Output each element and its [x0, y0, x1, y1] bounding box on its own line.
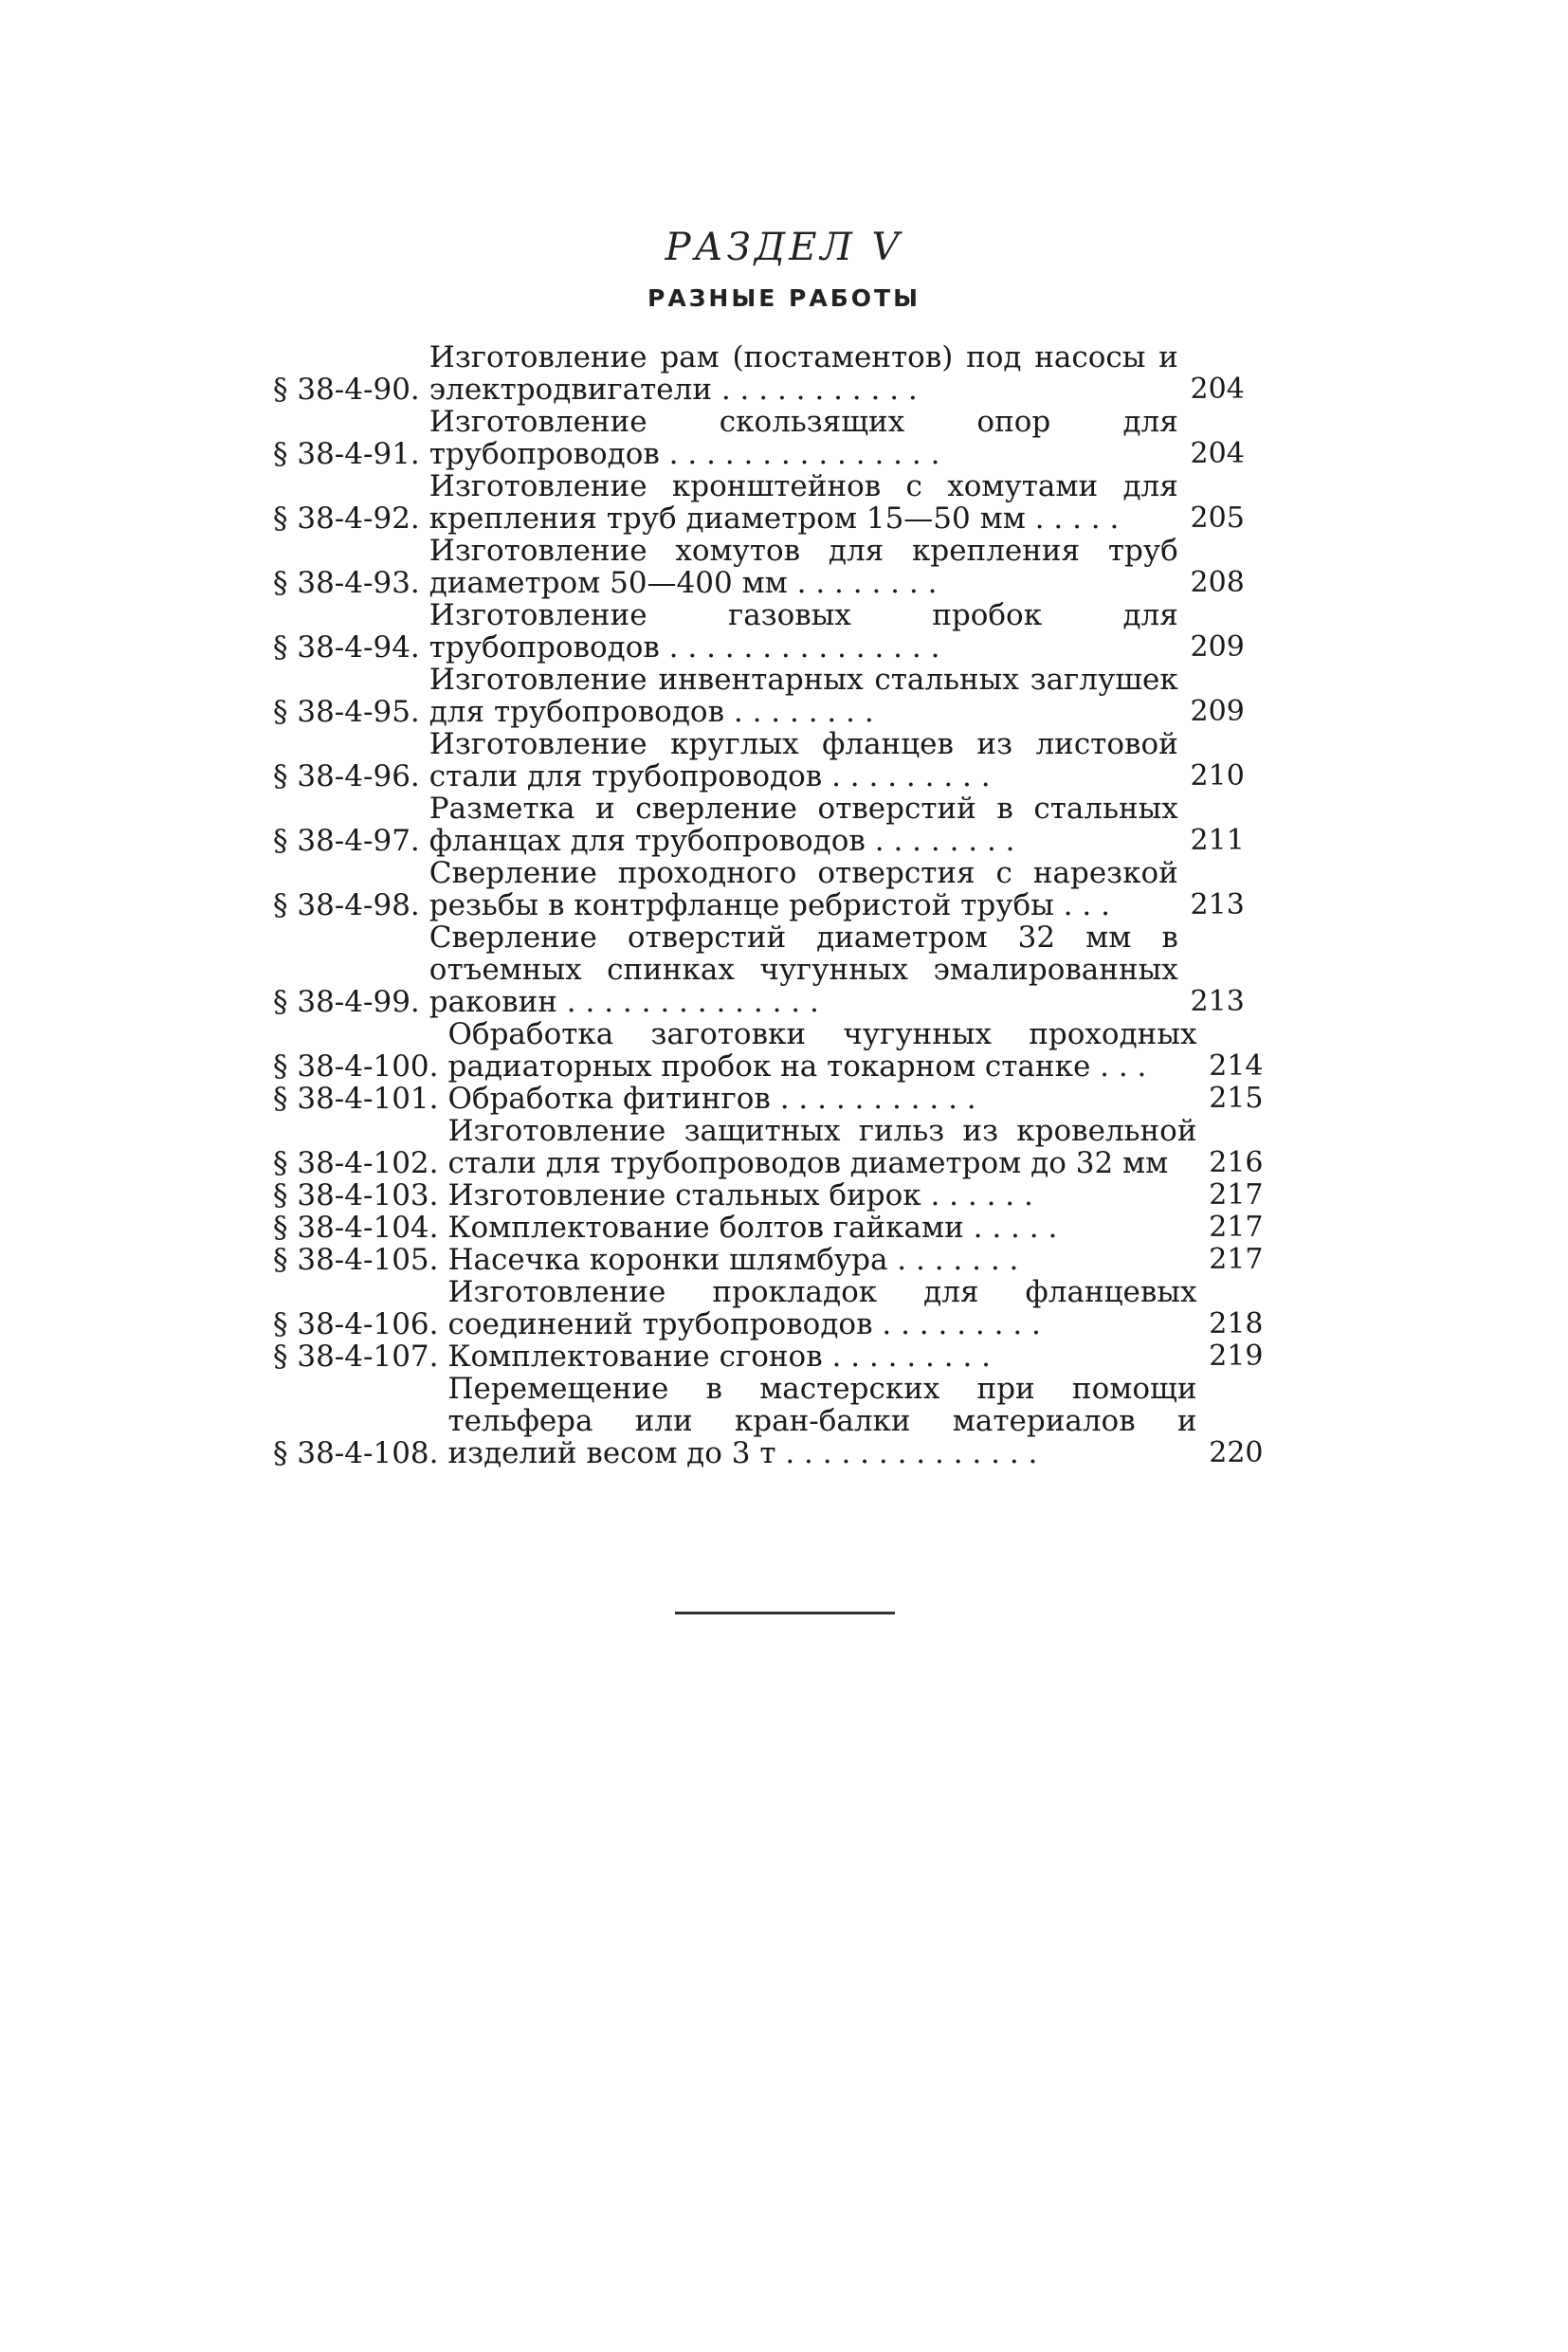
toc-entry [273, 1115, 1306, 1179]
entry-page: 218 [1209, 1307, 1264, 1340]
entry-title: Изготовление кронштейнов с хомутами для крепления труб диаметром 15—50 мм . . . . . [428, 469, 1178, 536]
entry-number: § 38-4-108. [273, 1436, 439, 1470]
entry-page: 213 [1190, 888, 1245, 921]
entry-number: § 38-4-107. [273, 1340, 439, 1374]
entry-page: 220 [1209, 1436, 1264, 1469]
entry-number: § 38-4-104. [273, 1211, 439, 1245]
entry-page: 205 [1190, 501, 1245, 535]
entry-page: 215 [1209, 1082, 1264, 1115]
toc-entry [273, 921, 1306, 1018]
section-title: РАЗДЕЛ V [665, 226, 903, 269]
entry-number: § 38-4-90. [273, 373, 420, 407]
entry-title: Изготовление газовых пробок для трубопроводов . . . . . . . . . . . . . . . [428, 598, 1178, 665]
entry-page: 204 [1190, 373, 1245, 406]
toc-entry [273, 599, 1306, 664]
entry-page: 208 [1190, 566, 1245, 599]
toc-entry [273, 1179, 1306, 1212]
entry-number: § 38-4-94. [273, 630, 420, 665]
entry-title: Изготовление стальных бирок . . . . . . [447, 1178, 1033, 1212]
entry-page: 217 [1209, 1211, 1264, 1244]
entry-number: § 38-4-105. [273, 1243, 439, 1277]
entry-number: § 38-4-93. [273, 566, 420, 600]
entry-page: 210 [1190, 759, 1245, 793]
toc-entry [273, 857, 1306, 921]
entry-page: 204 [1190, 437, 1245, 470]
toc-entry [273, 1276, 1306, 1340]
entry-title: Изготовление рам (постаментов) под насосы и электродвигатели . . . . . . . . . . . [428, 340, 1178, 407]
entry-page: 211 [1190, 824, 1245, 857]
entry-number: § 38-4-99. [273, 985, 420, 1019]
toc-entry [273, 664, 1306, 728]
entry-page: 217 [1209, 1178, 1264, 1212]
entry-number: § 38-4-97. [273, 824, 420, 858]
entry-page: 209 [1190, 695, 1245, 728]
toc-entry [273, 1018, 1306, 1083]
entry-page: 214 [1209, 1049, 1264, 1083]
entry-title: Изготовление прокладок для фланцевых соединений трубопроводов . . . . . . . . . [447, 1275, 1197, 1341]
toc-entry [273, 406, 1306, 470]
entry-number: § 38-4-92. [273, 501, 420, 536]
entry-title: Сверление отверстий диаметром 32 мм в отъемных спинках чугунных эмалированных раковин . . . . . . . . . . . . . . [428, 921, 1178, 1019]
toc-entry [273, 1340, 1306, 1373]
entry-title: Перемещение в мастерских при помощи тельфера или кран-балки материалов и изделий весом до 3 т . . . . . . . . . . . . . . [447, 1372, 1197, 1470]
toc-entry [273, 728, 1306, 793]
entry-number: § 38-4-101. [273, 1082, 439, 1116]
toc-entry [273, 341, 1306, 406]
toc-entry [273, 1083, 1306, 1115]
toc-entry [273, 1244, 1306, 1276]
entry-number: § 38-4-102. [273, 1146, 439, 1180]
entry-page: 209 [1190, 630, 1245, 664]
entry-number: § 38-4-96. [273, 759, 420, 793]
entry-number: § 38-4-95. [273, 695, 420, 729]
entry-title: Разметка и сверление отверстий в стальных фланцах для трубопроводов . . . . . . . . [428, 792, 1178, 858]
entry-title: Изготовление защитных гильз из кровельной стали для трубопроводов диаметром до 32 мм [447, 1114, 1197, 1180]
entry-title: Сверление проходного отверстия с нарезкой резьбы в контрфланце ребристой трубы . . . [428, 856, 1178, 922]
table-of-contents [273, 341, 1306, 1469]
entry-number: § 38-4-106. [273, 1307, 439, 1341]
entry-page: 216 [1209, 1146, 1264, 1179]
entry-number: § 38-4-103. [273, 1178, 439, 1212]
entry-number: § 38-4-91. [273, 437, 420, 471]
entry-title: Изготовление инвентарных стальных заглушек для трубопроводов . . . . . . . . [428, 663, 1178, 729]
end-rule [675, 1612, 895, 1614]
toc-entry [273, 793, 1306, 857]
toc-entry [273, 470, 1306, 535]
entry-title: Комплектование сгонов . . . . . . . . . [447, 1340, 992, 1374]
entry-number: § 38-4-100. [273, 1049, 439, 1084]
entry-title: Комплектование болтов гайками . . . . . [447, 1211, 1058, 1245]
entry-number: § 38-4-98. [273, 888, 420, 922]
section-subtitle: РАЗНЫЕ РАБОТЫ [647, 284, 921, 312]
entry-title: Изготовление хомутов для крепления труб диаметром 50—400 мм . . . . . . . . [428, 534, 1178, 600]
entry-title: Изготовление круглых фланцев из листовой стали для трубопроводов . . . . . . . . . [428, 727, 1178, 793]
entry-title: Насечка коронки шлямбура . . . . . . . [447, 1243, 1019, 1277]
toc-entry [273, 1212, 1306, 1244]
toc-entry [273, 1373, 1306, 1469]
toc-entry [273, 535, 1306, 599]
entry-page: 213 [1190, 985, 1245, 1018]
entry-page: 217 [1209, 1243, 1264, 1276]
entry-title: Изготовление скользящих опор для трубопроводов . . . . . . . . . . . . . . . [428, 405, 1178, 471]
entry-page: 219 [1209, 1340, 1264, 1373]
entry-title: Обработка фитингов . . . . . . . . . . . [447, 1082, 976, 1116]
entry-title: Обработка заготовки чугунных проходных радиаторных пробок на токарном станке . . . [447, 1017, 1197, 1084]
